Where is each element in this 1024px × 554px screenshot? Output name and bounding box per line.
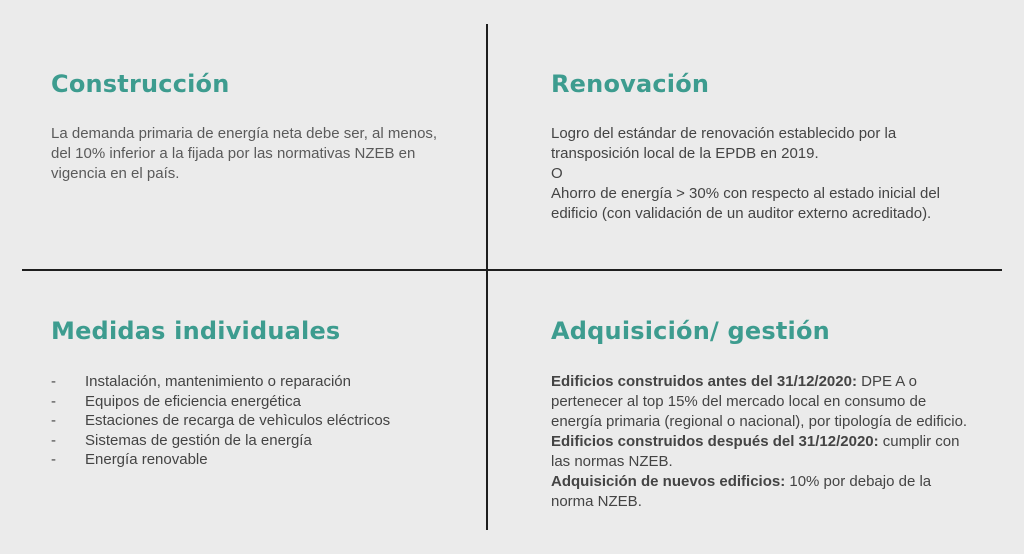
list-item bbox=[51, 411, 471, 431]
list-item-text: Equipos de eficiencia energética bbox=[85, 392, 301, 410]
adquisicion-section bbox=[551, 315, 971, 512]
bullet-dash: - bbox=[51, 431, 56, 449]
adquisicion-text-despues: cumplir con las normas NZEB. bbox=[551, 433, 960, 470]
list-item-text: Sistemas de gestión de la energía bbox=[85, 431, 312, 449]
list-item bbox=[51, 431, 471, 451]
bullet-dash: - bbox=[51, 373, 56, 390]
adquisicion-title: Adquisición/ gestión bbox=[551, 317, 830, 345]
construccion-section bbox=[51, 68, 461, 184]
adquisicion-item-nuevos bbox=[551, 472, 971, 512]
medidas-title: Medidas individuales bbox=[51, 317, 341, 345]
adquisicion-item-antes bbox=[551, 372, 971, 432]
list-item bbox=[51, 372, 471, 392]
renovacion-title: Renovación bbox=[551, 70, 710, 98]
construccion-title: Construcción bbox=[51, 70, 230, 98]
adquisicion-label-despues: Edificios construidos después del 31/12/2020: bbox=[551, 433, 879, 450]
adquisicion-text-nuevos: 10% por debajo de la norma NZEB. bbox=[551, 473, 932, 510]
renovacion-line-2: Ahorro de energía > 30% con respecto al estado inicial del edificio (con validación de un auditor externo acreditado). bbox=[551, 185, 940, 222]
list-item bbox=[51, 392, 471, 412]
horizontal-divider bbox=[22, 269, 1002, 271]
medidas-section bbox=[51, 315, 471, 470]
renovacion-text bbox=[551, 124, 971, 224]
adquisicion-label-nuevos: Adquisición de nuevos edificios: bbox=[551, 473, 786, 490]
list-item-text: Estaciones de recarga de vehìculos eléctricos bbox=[85, 412, 391, 429]
adquisicion-label-antes: Edificios construidos antes del 31/12/2020: bbox=[551, 373, 857, 390]
bullet-dash: - bbox=[51, 392, 56, 410]
adquisicion-item-despues bbox=[551, 432, 971, 472]
list-item-text: Energía renovable bbox=[85, 451, 208, 468]
list-item-text: Instalación, mantenimiento o reparación bbox=[85, 373, 351, 390]
adquisicion-text-antes: DPE A o pertenecer al top 15% del mercado local en consumo de energía primaria (regional o nacional), por tipología de edificio. bbox=[551, 373, 968, 430]
bullet-dash: - bbox=[51, 412, 56, 429]
bullet-dash: - bbox=[51, 451, 56, 468]
construccion-paragraph: La demanda primaria de energía neta debe ser, al menos, del 10% inferior a la fijada por las normativas NZEB en vigencia en el país. bbox=[51, 125, 438, 182]
renovacion-or: O bbox=[551, 165, 563, 182]
renovacion-line-1: Logro del estándar de renovación establecido por la transposición local de la EPDB en 2019. bbox=[551, 125, 897, 162]
adquisicion-text bbox=[551, 372, 971, 512]
renovacion-section bbox=[551, 68, 971, 224]
construccion-text bbox=[51, 124, 461, 184]
vertical-divider bbox=[486, 24, 488, 530]
medidas-list bbox=[51, 372, 471, 470]
list-item bbox=[51, 450, 471, 470]
